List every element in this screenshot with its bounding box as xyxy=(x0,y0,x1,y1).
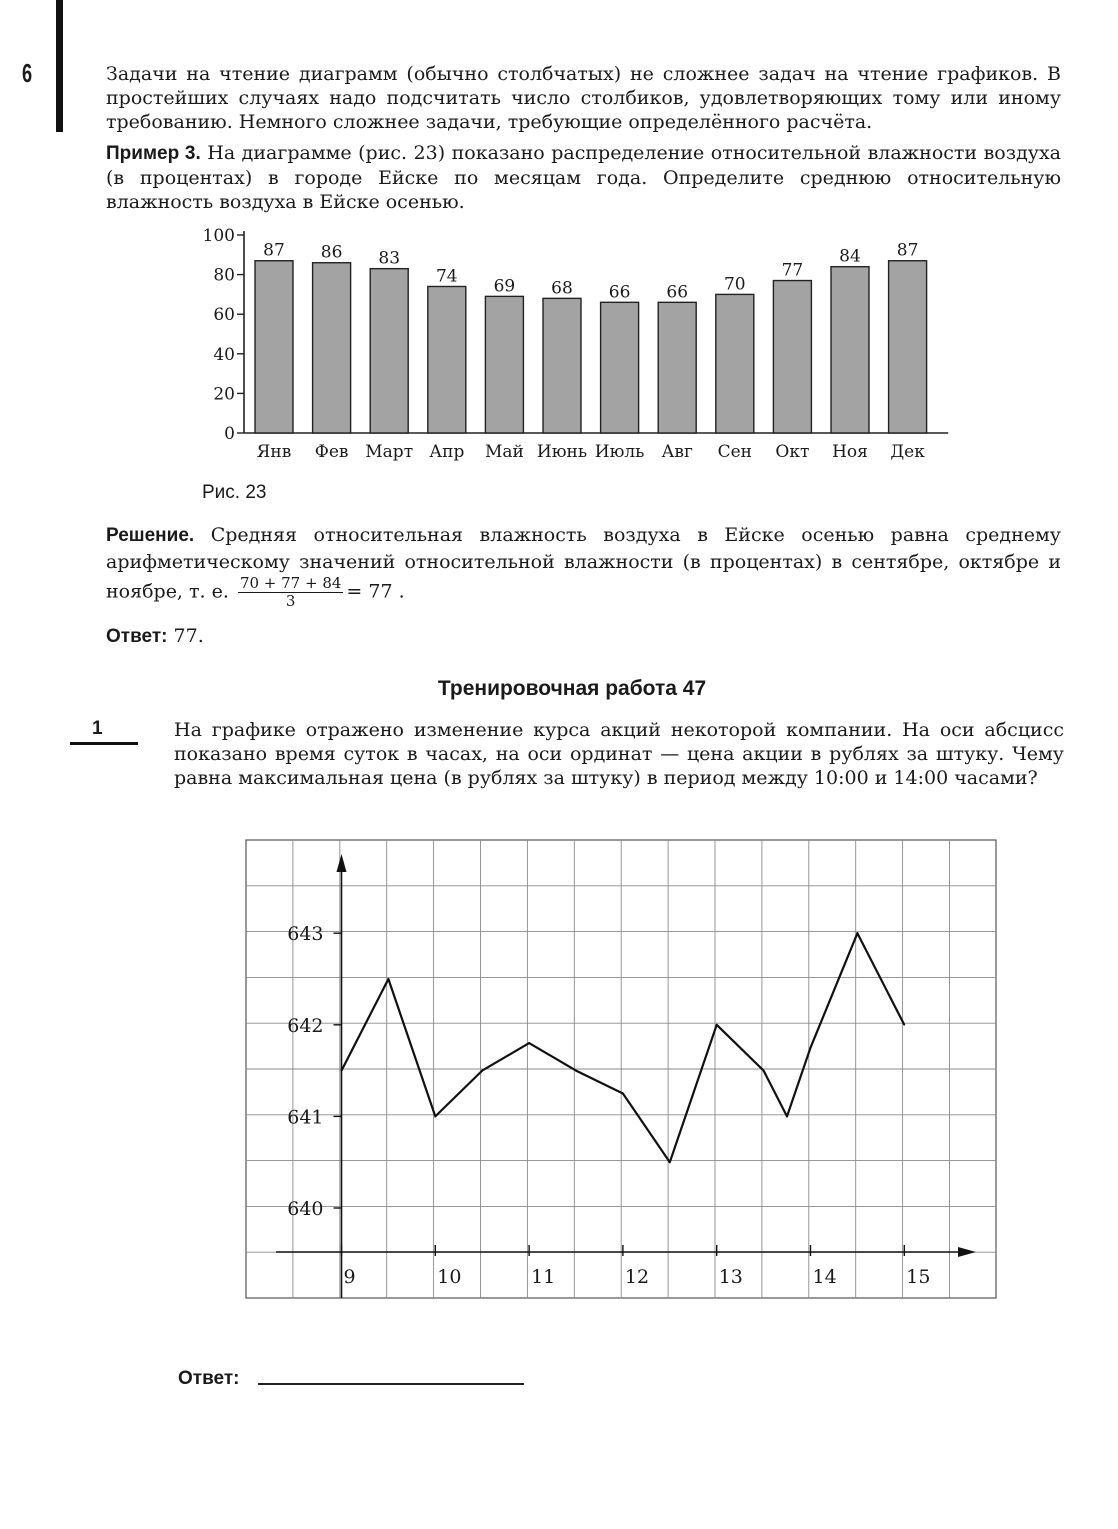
price-point xyxy=(857,932,859,934)
bar-value-label: 69 xyxy=(493,276,516,297)
bar-category-label: Апр xyxy=(429,442,465,462)
bar-y-tick-label: 80 xyxy=(213,265,235,286)
price-point xyxy=(575,1070,577,1072)
answer-label: Ответ: xyxy=(178,1368,240,1389)
bar-category-label: Март xyxy=(365,442,414,462)
price-point xyxy=(669,1161,671,1163)
bar-y-tick-label: 0 xyxy=(224,424,235,444)
line-x-tick-label: 15 xyxy=(906,1266,931,1288)
price-point xyxy=(763,1070,765,1072)
bar-y-tick-label: 40 xyxy=(213,344,235,365)
bar-value-label: 68 xyxy=(551,278,573,299)
bar-category-label: Май xyxy=(484,442,524,462)
task-number: 1 xyxy=(92,718,103,739)
bar-y-tick-label: 100 xyxy=(202,226,235,246)
fraction-numerator: 70 + 77 + 84 xyxy=(239,574,342,592)
example-label: Пример 3. xyxy=(106,143,201,164)
bar-value-label: 66 xyxy=(608,282,631,303)
price-point xyxy=(388,978,390,980)
x-axis-arrow xyxy=(958,1247,976,1257)
line-x-tick-label: 12 xyxy=(624,1266,650,1288)
bar-y-tick-label: 20 xyxy=(213,384,235,405)
line-y-tick-label: 640 xyxy=(287,1198,324,1220)
bar-category-label: Дек xyxy=(890,442,925,462)
bar-category-label: Июнь xyxy=(536,442,588,462)
bar-category-label: Сен xyxy=(717,442,753,462)
bar-category-label: Окт xyxy=(775,442,810,462)
price-point xyxy=(716,1024,718,1026)
line-x-tick-label: 10 xyxy=(437,1266,462,1288)
y-axis-arrow xyxy=(337,854,347,872)
line-x-tick-label: 14 xyxy=(812,1266,837,1288)
bar-value-label: 87 xyxy=(896,240,919,261)
price-point xyxy=(435,1116,437,1118)
bar-value-label: 87 xyxy=(263,240,285,261)
solution-text: Средняя относительная влажность воздуха в Ейске осенью равна среднему арифметическому значений относительной влажности (в процентах) в сентябре, октябре и ноябре, т. е. xyxy=(106,524,1061,603)
fraction-denominator: 3 xyxy=(285,592,296,610)
bar-category-label: Июль xyxy=(594,442,645,462)
bar-value-label: 86 xyxy=(320,242,343,263)
line-x-tick-label: 9 xyxy=(343,1266,356,1288)
bar-y-tick-label: 60 xyxy=(213,305,235,326)
price-line xyxy=(342,933,905,1162)
line-x-tick-label: 13 xyxy=(718,1266,743,1288)
bar-value-label: 74 xyxy=(435,266,458,287)
line-y-tick-label: 642 xyxy=(287,1014,324,1037)
bar-category-label: Фев xyxy=(314,442,349,462)
bar-category-label: Авг xyxy=(661,442,693,462)
bar-value-label: 84 xyxy=(839,246,861,267)
figure-caption: Рис. 23 xyxy=(202,482,267,503)
line-y-tick-label: 643 xyxy=(287,923,324,946)
price-point xyxy=(528,1042,530,1044)
bar-value-label: 83 xyxy=(378,248,401,269)
price-point xyxy=(481,1070,483,1072)
bar-value-label: 70 xyxy=(723,274,746,295)
example-text: На диаграмме (рис. 23) показано распределение относительной влажности воздуха (в процентах) в городе Ейске по месяцам года. Определите среднюю относительную влажность воздуха в Ейске осенью. xyxy=(106,142,1061,213)
answer-input-line[interactable] xyxy=(258,1383,524,1385)
price-point xyxy=(786,1116,788,1118)
bar-category-label: Ноя xyxy=(832,442,868,462)
price-point xyxy=(904,1024,906,1026)
task-text: На графике отражено изменение курса акций некоторой компании. На оси абсцисс показано время суток в часах, на оси ординат — цена акции в рублях за штуку. Чему равна максимальная цена (в рублях за штуку) в период между 10:00 и 14:00 часами? xyxy=(174,719,1064,789)
example-answer-label: Ответ: xyxy=(106,626,168,647)
price-point xyxy=(622,1093,624,1095)
line-x-tick-label: 11 xyxy=(531,1266,556,1288)
bar-value-label: 77 xyxy=(781,260,804,281)
solution-result: = 77 . xyxy=(346,580,405,603)
training-title: Тренировочная работа 47 xyxy=(437,677,707,700)
price-point xyxy=(341,1070,343,1072)
solution-label: Решение. xyxy=(106,525,195,546)
page-number: 6 xyxy=(22,58,33,88)
example-answer-value: 77. xyxy=(173,625,204,647)
price-point xyxy=(810,1047,812,1049)
line-y-tick-label: 641 xyxy=(287,1106,324,1129)
intro-text: Задачи на чтение диаграмм (обычно столбчатых) не сложнее задач на чтение графиков. В простейших случаях надо подсчитать число столбиков, удовлетворяющих тому или иному требованию. Немного сложнее задачи, требующие определённого расчёта. xyxy=(106,63,1061,133)
bar-category-label: Янв xyxy=(256,442,292,462)
bar-value-label: 66 xyxy=(666,282,689,303)
